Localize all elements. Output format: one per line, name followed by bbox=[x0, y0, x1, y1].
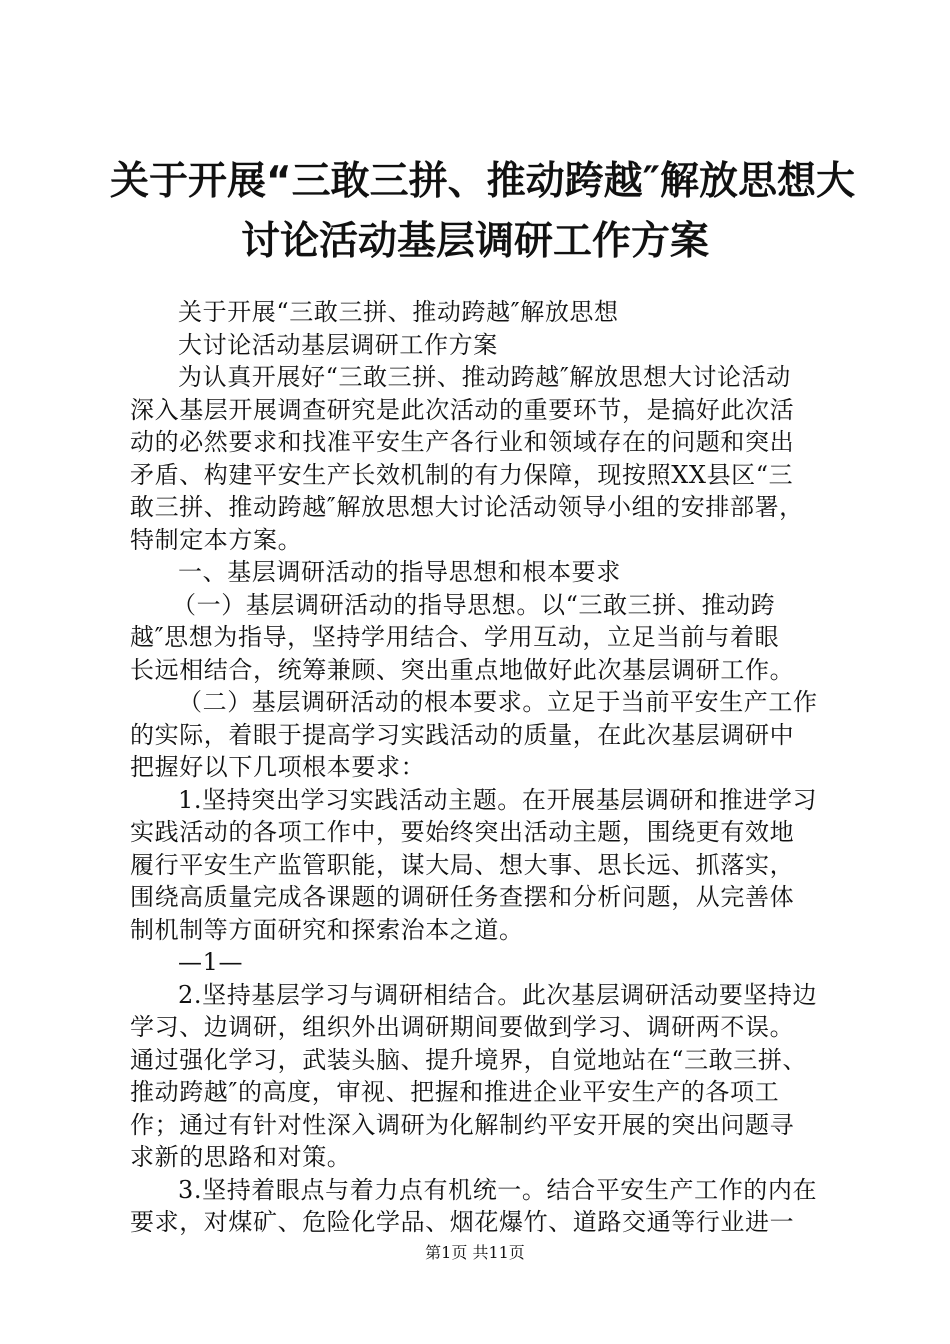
body-line: 作；通过有针对性深入调研为化解制约平安开展的突出问题寻 bbox=[130, 1111, 795, 1139]
body-line: 深入基层开展调查研究是此次活动的重要环节，是搞好此次活 bbox=[130, 396, 795, 424]
body-line: 把握好以下几项根本要求： bbox=[130, 753, 426, 781]
body-line: 为认真开展好“三敢三拼、推动跨越″解放思想大讨论活动 bbox=[178, 363, 791, 391]
body-line: （一）基层调研活动的指导思想。以“三敢三拼、推动跨 bbox=[172, 591, 776, 619]
body-line: 1.坚持突出学习实践活动主题。在开展基层调研和推进学习 bbox=[178, 786, 818, 814]
body-line: 学习、边调研，组织外出调研期间要做到学习、调研两不误。 bbox=[130, 1013, 795, 1041]
body-line: 求新的思路和对策。 bbox=[130, 1143, 352, 1171]
body-line: （二）基层调研活动的根本要求。立足于当前平安生产工作 bbox=[178, 688, 818, 716]
body-line: 长远相结合，统筹兼顾、突出重点地做好此次基层调研工作。 bbox=[130, 656, 795, 684]
body-line: 推动跨越″的高度，审视、把握和推进企业平安生产的各项工 bbox=[130, 1078, 780, 1106]
body-line: 3.坚持着眼点与着力点有机统一。结合平安生产工作的内在 bbox=[178, 1176, 818, 1204]
body-line: 履行平安生产监管职能，谋大局、想大事、思长远、抓落实， bbox=[130, 851, 795, 879]
section-heading: 一、基层调研活动的指导思想和根本要求 bbox=[178, 558, 621, 586]
body-line: 的实际，着眼于提高学习实践活动的质量，在此次基层调研中 bbox=[130, 721, 795, 749]
body-line: 动的必然要求和找准平安生产各行业和领域存在的问题和突出 bbox=[130, 428, 795, 456]
body-line: 大讨论活动基层调研工作方案 bbox=[178, 331, 498, 359]
body-line: 通过强化学习，武装头脑、提升境界，自觉地站在“三敢三拼、 bbox=[130, 1046, 808, 1074]
body-line: 敢三拼、推动跨越″解放思想大讨论活动领导小组的安排部署， bbox=[130, 493, 804, 521]
body-line: 关于开展“三敢三拼、推动跨越″解放思想 bbox=[178, 298, 619, 326]
document-title-line-1: 关于开展“三敢三拼、推动跨越″解放思想大 bbox=[110, 159, 856, 204]
body-line: 2.坚持基层学习与调研相结合。此次基层调研活动要坚持边 bbox=[178, 981, 818, 1009]
document-title-line-2: 讨论活动基层调研工作方案 bbox=[240, 219, 709, 264]
body-line: 围绕高质量完成各课题的调研任务查摆和分析问题，从完善体 bbox=[130, 883, 795, 911]
body-line: 矛盾、构建平安生产长效机制的有力保障，现按照XX县区“三 bbox=[130, 461, 794, 489]
page-footer: 第1页 共11页 bbox=[425, 1243, 525, 1262]
body-line: 越″思想为指导，坚持学用结合、学用互动，立足当前与着眼 bbox=[130, 623, 780, 651]
inline-page-number: —1— bbox=[178, 948, 244, 976]
body-line: 要求，对煤矿、危险化学品、烟花爆竹、道路交通等行业进一 bbox=[130, 1208, 795, 1236]
body-line: 实践活动的各项工作中，要始终突出活动主题，围绕更有效地 bbox=[130, 818, 795, 846]
body-line: 特制定本方案。 bbox=[130, 526, 303, 554]
body-line: 制机制等方面研究和探索治本之道。 bbox=[130, 916, 524, 944]
